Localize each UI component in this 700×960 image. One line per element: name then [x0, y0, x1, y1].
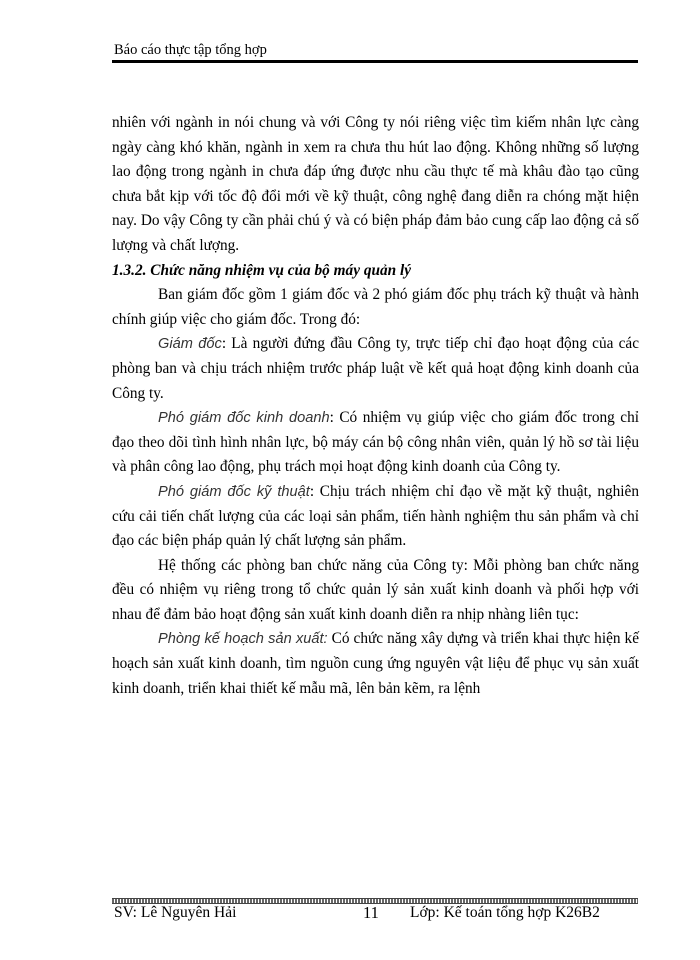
document-body	[112, 111, 639, 701]
paragraph-director	[112, 332, 639, 406]
paragraph-departments: Hệ thống các phòng ban chức năng của Công ty: Mỗi phòng ban chức năng đều có nhiệm vụ riêng trong tổ chức quản lý sản xuất kinh doanh và phối hợp với nhau để đảm bảo hoạt động sản xuất kinh doanh diễn ra nhịp nhàng liên tục:	[112, 556, 639, 623]
term-planning-department: Phòng kế hoạch sản xuất:	[158, 631, 328, 648]
running-header: Báo cáo thực tập tổng hợp	[114, 42, 267, 58]
footer-class: Lớp: Kế toán tổng hợp K26B2	[410, 904, 600, 921]
paragraph-technical-deputy	[112, 480, 639, 554]
paragraph-continuation: nhiên với ngành in nói chung và với Công ty nói riêng việc tìm kiếm nhân lực càng ngày càng khó khăn, ngành in xem ra chưa thu hút lao động. Không những số lượng lao động trong ngành in chưa đáp ứng được nhu cầu thực tế mà khâu đào tạo cũng chưa bắt kịp với tốc độ đổi mới về kỹ thuật, công nghệ đang diễn ra chóng mặt hiện nay. Do vậy Công ty cần phải chú ý và có biện pháp đảm bảo cung cấp lao động cả số lượng và chất lượng.	[112, 114, 639, 254]
term-director: Giám đốc	[158, 336, 222, 353]
text-technical-deputy: : Chịu trách nhiệm chỉ đạo về mặt kỹ thuật, nghiên cứu cải tiến chất lượng của các loại sản phẩm, tiến hành nghiệm thu sản phẩm và chỉ đạo các biện pháp quản lý chất lượng sản phẩm.	[112, 482, 639, 550]
term-business-deputy: Phó giám đốc kinh doanh	[158, 410, 330, 427]
page-number: 11	[363, 903, 379, 922]
text-planning-department: Có chức năng xây dựng và triển khai thực hiện kế hoạch sản xuất kinh doanh, tìm nguồn cung ứng nguyên vật liệu để phục vụ sản xuất kinh doanh, triển khai thiết kế mẫu mã, lên bản kẽm, ra lệnh	[112, 630, 639, 697]
footer-student: SV: Lê Nguyên Hải	[114, 904, 237, 921]
header-divider	[112, 60, 638, 63]
paragraph-planning-department	[112, 627, 639, 701]
paragraph-board-of-directors: Ban giám đốc gồm 1 giám đốc và 2 phó giám đốc phụ trách kỹ thuật và hành chính giúp việc cho giám đốc. Trong đó:	[112, 286, 639, 328]
text-director: : Là người đứng đầu Công ty, trực tiếp chỉ đạo hoạt động của các phòng ban và chịu trách nhiệm trước pháp luật về kết quả hoạt động kinh doanh của Công ty.	[112, 335, 639, 402]
paragraph-business-deputy	[112, 406, 639, 480]
section-heading: 1.3.2. Chức năng nhiệm vụ của bộ máy quản lý	[112, 261, 411, 279]
term-technical-deputy: Phó giám đốc kỹ thuật	[158, 483, 310, 500]
text-business-deputy: : Có nhiệm vụ giúp việc cho giám đốc trong chỉ đạo theo dõi tình hình nhân lực, bộ máy cán bộ công nhân viên, quản lý hồ sơ tài liệu và phân công lao động, phụ trách mọi hoạt động kinh doanh của Công ty.	[112, 409, 639, 476]
